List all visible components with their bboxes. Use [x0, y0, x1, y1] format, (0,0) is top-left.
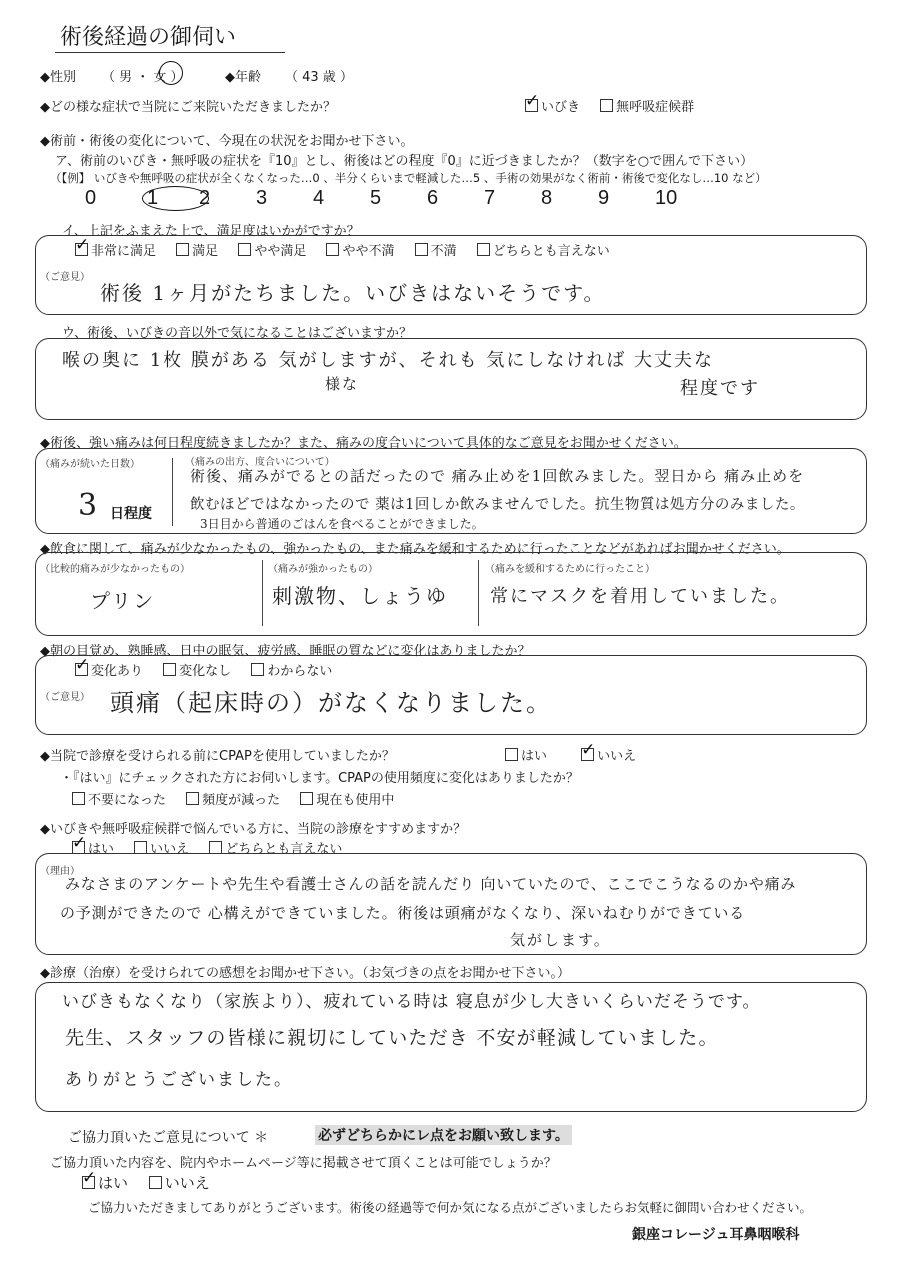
- pain-question: ◆術後、強い痛みは何日程度続きましたか？また、痛みの度合いについて具体的なご意見をお聞かせください。: [40, 436, 687, 451]
- option-reduced: 頻度が減った: [202, 793, 281, 808]
- pain-days-unit: 日程度: [110, 506, 152, 522]
- change-heading: ◆術前・術後の変化について、今現在の状況をお聞かせ下さい。: [40, 134, 414, 149]
- checkbox-satisfied[interactable]: [176, 243, 189, 256]
- checkbox-cpap-no[interactable]: [581, 748, 594, 761]
- checkbox-consent-yes[interactable]: [82, 1176, 95, 1189]
- morning-options: [75, 660, 348, 679]
- satisfaction-options: [75, 240, 626, 259]
- scale-3[interactable]: 3: [256, 187, 268, 209]
- checkbox-dissatisfied[interactable]: [415, 243, 428, 256]
- checkbox-no-change[interactable]: [163, 663, 176, 676]
- checkbox-still-using[interactable]: [300, 792, 313, 805]
- pain-detail-line3: 3日目から普通のごはんを食べることができました。: [200, 517, 484, 531]
- scale-9[interactable]: 9: [598, 187, 610, 209]
- scale-6[interactable]: 6: [427, 187, 439, 209]
- symptom-options: [525, 96, 710, 115]
- food-divider-2: [478, 560, 479, 626]
- other-question: ウ、術後、いびきの音以外で気になることはございますか？: [62, 326, 412, 341]
- food-col1-value: プリン: [90, 589, 156, 613]
- option-cpap-no: いいえ: [597, 749, 637, 764]
- option-still-using: 現在も使用中: [316, 793, 395, 808]
- checkbox-somewhat-dissatisfied[interactable]: [326, 243, 339, 256]
- gender-circle-mark: [159, 61, 183, 85]
- morning-question: ◆朝の目覚め、熟睡感、日中の眠気、疲労感、睡眠の質などに変化はありましたか？: [40, 644, 531, 659]
- option-no-change: 変化なし: [179, 664, 232, 679]
- option-changed: 変化あり: [91, 664, 144, 679]
- food-col3-value: 常にマスクを着用していました。: [490, 586, 790, 607]
- pain-detail-line1: 術後、痛みがでるとの話だったので 痛み止めを1回飲みました。翌日から 痛み止めを: [190, 467, 805, 485]
- morning-opinion-label: （ご意見）: [40, 692, 90, 703]
- checkbox-reduced[interactable]: [186, 792, 199, 805]
- food-col2-label: （痛みが強かったもの）: [268, 564, 378, 575]
- checkbox-unknown[interactable]: [251, 663, 264, 676]
- checkbox-neither[interactable]: [477, 243, 490, 256]
- recommend-reason-line3: 気がします。: [510, 931, 611, 949]
- scale-2[interactable]: 2: [199, 187, 211, 209]
- option-consent-yes: はい: [98, 1174, 129, 1192]
- food-col1-label: （比較的痛みが少なかったもの）: [40, 564, 190, 575]
- checkbox-very-satisfied[interactable]: [75, 243, 88, 256]
- option-recommend-neither: どちらとも言えない: [225, 842, 343, 857]
- option-consent-no: いいえ: [164, 1174, 210, 1192]
- impression-line1: いびきもなくなり（家族より）、疲れている時は 寝息が少し大きいくらいだそうです。: [62, 992, 761, 1012]
- cpap-sub-question: ・『はい』にチェックされた方にお伺いします。CPAPの使用頻度に変化はありましたか？: [60, 771, 579, 786]
- option-unknown: わからない: [267, 664, 333, 679]
- checkbox-cpap-yes[interactable]: [505, 748, 518, 761]
- option-recommend-no: いいえ: [150, 842, 190, 857]
- option-satisfied: 満足: [192, 244, 219, 259]
- option-cpap-yes: はい: [521, 749, 548, 764]
- option-ibiki: いびき: [541, 100, 581, 115]
- impression-question: ◆診療（治療）を受けられての感想をお聞かせ下さい。（お気づきの点をお聞かせ下さい。）: [40, 966, 570, 981]
- checkbox-somewhat-satisfied[interactable]: [238, 243, 251, 256]
- option-neither: どちらとも言えない: [492, 244, 610, 259]
- impression-line3: ありがとうございました。: [65, 1070, 293, 1090]
- clinic-name: 銀座コレージュ耳鼻咽喉科: [632, 1227, 800, 1243]
- recommend-reason-label: （理由）: [40, 866, 80, 877]
- food-divider-1: [262, 560, 263, 626]
- scale-8[interactable]: 8: [541, 187, 553, 209]
- scale-7[interactable]: 7: [484, 187, 496, 209]
- pain-days-label: （痛みが続いた日数）: [40, 459, 140, 470]
- consent-required: 必ずどちらかにレ点をお願い致します。: [315, 1125, 572, 1145]
- scale-4[interactable]: 4: [313, 187, 325, 209]
- change-example: （【例】 いびきや無呼吸の症状が全くなくなった…0 、半分くらいまで軽減した…5 、手術の効果がなく術前・術後で変化なし…10 など）: [50, 171, 767, 185]
- symptom-question: ◆どの様な症状で当院にご来院いただきましたか？: [40, 100, 336, 115]
- scale-row: [85, 186, 712, 211]
- pain-detail-line2: 飲むほどではなかったので 薬は1回しか飲みませんでした。抗生物質は処方分のみました。: [190, 497, 805, 513]
- recommend-reason-line1: みなさまのアンケートや先生や看護士さんの話を読んだり 向いていたので、ここでこうなるのかや痛み: [65, 875, 797, 893]
- scale-0[interactable]: 0: [85, 187, 97, 209]
- satisfaction-opinion-label: （ご意見）: [40, 272, 90, 283]
- footer-thanks: ご協力いただきましてありがとうございます。術後の経過等で何か気になる点がございましたらお気軽に御問い合わせください。: [88, 1200, 813, 1215]
- gender-options: （ 男 ・ 女 ）: [102, 70, 184, 85]
- other-answer-line2: 程度です: [680, 378, 760, 399]
- checkbox-not-needed[interactable]: [72, 792, 85, 805]
- pain-detail-label: （痛みの出方、度合いについて）: [185, 457, 335, 468]
- title-underline: [55, 52, 285, 53]
- option-apnea: 無呼吸症候群: [616, 100, 695, 115]
- age-label: ◆年齢: [225, 70, 261, 85]
- satisfaction-opinion: 術後 1ヶ月がたちました。いびきはないそうです。: [100, 281, 606, 305]
- consent-heading: ご協力頂いたご意見について ＊: [68, 1130, 269, 1146]
- recommend-reason-line2: の予測ができたので 心構えができていました。術後は頭痛がなくなり、深いねむりができている: [60, 904, 745, 922]
- cpap-question: ◆当院で診療を受けられる前にCPAPを使用していましたか？: [40, 749, 395, 764]
- option-not-needed: 不要になった: [88, 793, 167, 808]
- cpap-sub-options: [72, 789, 410, 808]
- gender-label: ◆性別: [40, 70, 76, 85]
- food-col2-value: 刺激物、しょうゆ: [272, 584, 448, 608]
- satisfaction-question: イ、上記をふまえた上で、満足度はいかがですか？: [62, 224, 360, 239]
- age-value: （ 43 歳 ）: [285, 70, 353, 85]
- morning-opinion: 頭痛（起床時の）がなくなりました。: [110, 689, 552, 717]
- impression-line2: 先生、スタッフの皆様に親切にしていただき 不安が軽減していました。: [65, 1027, 719, 1049]
- food-col3-label: （痛みを緩和するために行ったこと）: [485, 564, 655, 575]
- scale-5[interactable]: 5: [370, 187, 382, 209]
- change-sub-a: ア、術前のいびき・無呼吸の症状を『10』とし、術後はどの程度『0』に近づきましたか？（数字を○で囲んで下さい）: [55, 154, 754, 169]
- checkbox-ibiki[interactable]: [525, 99, 538, 112]
- option-somewhat-satisfied: やや満足: [254, 244, 307, 259]
- other-answer-insert: 様な: [325, 375, 360, 393]
- food-question: ◆飲食に関して、痛みが少なかったもの、強かったもの、また痛みを緩和するために行ったことなどがあればお聞かせください。: [40, 542, 790, 557]
- other-answer-line1: 喉の奥に 1枚 膜がある 気がしますが、それも 気にしなければ 大丈夫な: [62, 350, 715, 371]
- cpap-options: [505, 745, 652, 764]
- checkbox-apnea[interactable]: [600, 99, 613, 112]
- scale-1[interactable]: 1: [142, 186, 199, 211]
- option-very-satisfied: 非常に満足: [91, 244, 157, 259]
- pain-divider: [172, 458, 173, 526]
- consent-options: [82, 1172, 226, 1193]
- option-dissatisfied: 不満: [430, 244, 457, 259]
- checkbox-changed[interactable]: [75, 663, 88, 676]
- scale-10[interactable]: 10: [655, 187, 678, 209]
- recommend-question: ◆いびきや無呼吸症候群で悩んでいる方に、当院の診療をすすめますか？: [40, 822, 467, 837]
- option-somewhat-dissatisfied: やや不満: [342, 244, 395, 259]
- option-recommend-yes: はい: [88, 842, 115, 857]
- consent-question: ご協力頂いた内容を、院内やホームページ等に掲載させて頂くことは可能でしょうか？: [50, 1156, 557, 1171]
- page-title: 術後経過の御伺い: [60, 25, 237, 50]
- checkbox-consent-no[interactable]: [149, 1176, 162, 1189]
- pain-days-value: 3: [78, 488, 100, 523]
